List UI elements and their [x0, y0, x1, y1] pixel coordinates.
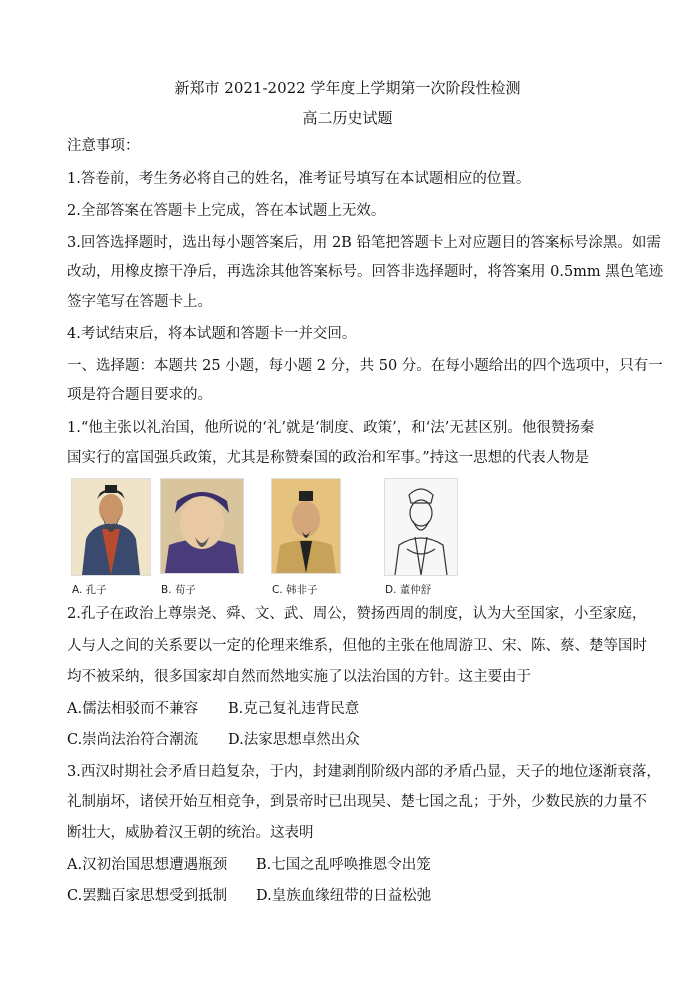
- question-1-text: 1.“他主张以礼治国，他所说的‘礼’就是‘制度、政策’，和‘法’无甚区别。他很赞扬秦: [67, 420, 595, 436]
- question-3-text: 礼制崩坏，诸侯开始互相竞争，到景帝时已出现吴、楚七国之乱；于外，少数民族的力量不: [67, 794, 647, 810]
- portrait-hanfeizi: [271, 478, 341, 574]
- note-line: 签字笔写在答题卡上。: [67, 294, 212, 310]
- portrait-xunzi: [160, 478, 244, 574]
- question-3-text: 3.西汉时期社会矛盾日趋复杂，于内，封建剥削阶级内部的矛盾凸显，天子的地位逐渐衰落，: [67, 764, 661, 780]
- question-2-text: 2.孔子在政治上尊崇尧、舜、文、武、周公，赞扬西周的制度，认为大至国家，小至家庭，: [67, 606, 647, 622]
- portrait-dongzhongshu: [384, 478, 458, 576]
- portrait-confucius: [71, 478, 151, 576]
- note-line: 2.全部答案在答题卡上完成，答在本试题上无效。: [67, 203, 386, 219]
- option-d: D.皇族血缘纽带的日益松弛: [256, 888, 432, 904]
- question-2-text: 人与人之间的关系要以一定的伦理来维系，但他的主张在他周游卫、宋、陈、蔡、楚等国时: [67, 638, 647, 654]
- option-b: B.七国之乱呼唤推恩令出笼: [256, 857, 431, 873]
- question-2-text: 均不被采纳，很多国家却自然而然地实施了以法治国的方针。这主要由于: [67, 669, 531, 685]
- section-heading: 项是符合题目要求的。: [67, 387, 212, 403]
- option-a: A.儒法相驳而不兼容: [67, 701, 199, 717]
- option-label: C. 韩非子: [272, 584, 318, 596]
- question-1-text: 国实行的富国强兵政策，尤其是称赞秦国的政治和军事。”持这一思想的代表人物是: [67, 450, 590, 466]
- exam-title: 新郑市 2021-2022 学年度上学期第一次阶段性检测: [174, 79, 521, 97]
- question-3-text: 断壮大，威胁着汉王朝的统治。这表明: [67, 825, 314, 841]
- exam-subtitle: 高二历史试题: [302, 109, 393, 127]
- option-label: D. 董仲舒: [385, 584, 432, 596]
- section-heading: 一、选择题：本题共 25 小题，每小题 2 分，共 50 分。在每小题给出的四个选项中，只有一: [67, 358, 663, 374]
- option-c: C.崇尚法治符合潮流: [67, 732, 199, 748]
- note-line: 1.答卷前，考生务必将自己的姓名，准考证号填写在本试题相应的位置。: [67, 171, 531, 187]
- note-line: 改动，用橡皮擦干净后，再选涂其他答案标号。回答非选择题时，将答案用 0.5mm 黑色笔迹: [67, 264, 664, 280]
- option-a: A.汉初治国思想遭遇瓶颈: [67, 857, 228, 873]
- notes-heading: 注意事项：: [67, 138, 140, 154]
- note-line: 3.回答选择题时，选出每小题答案后，用 2B 铅笔把答题卡上对应题目的答案标号涂黑。如需: [67, 235, 661, 251]
- option-b: B.克己复礼违背民意: [228, 701, 360, 717]
- option-c: C.罢黜百家思想受到抵制: [67, 888, 228, 904]
- note-line: 4.考试结束后，将本试题和答题卡一并交回。: [67, 326, 357, 342]
- option-label: A. 孔子: [72, 584, 107, 596]
- option-d: D.法家思想卓然出众: [228, 732, 360, 748]
- option-label: B. 荀子: [161, 584, 196, 596]
